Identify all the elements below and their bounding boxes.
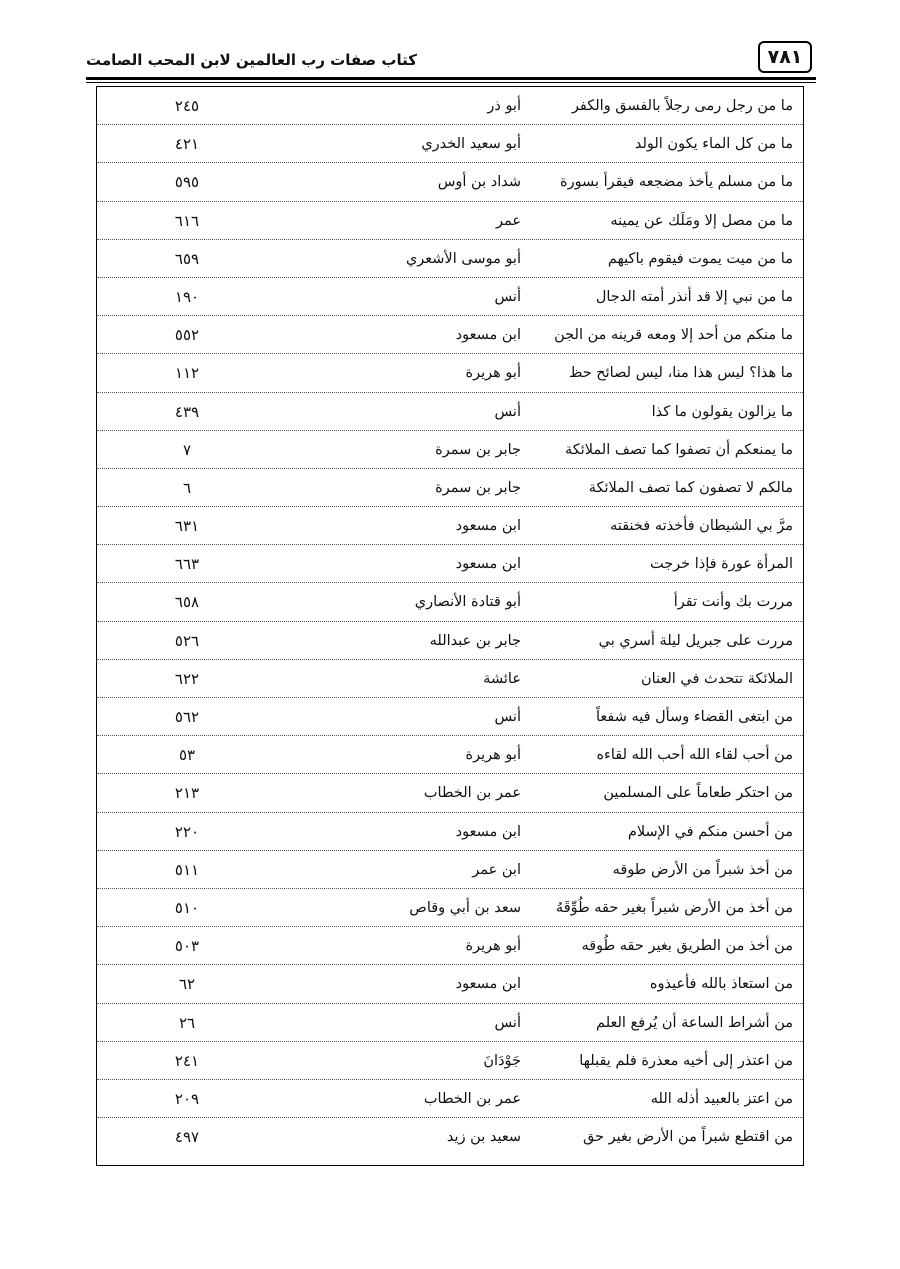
table-row xyxy=(97,354,803,392)
narrator-name: أنس xyxy=(494,1014,521,1031)
reference-number: ٢٢٠ xyxy=(174,822,200,841)
hadith-text: ما من نبي إلا قد أنذر أمته الدجال xyxy=(595,288,793,305)
narrator-name: ابن مسعود xyxy=(455,556,521,573)
hadith-index-table xyxy=(96,86,804,1166)
narrator-name: شداد بن أوس xyxy=(437,174,521,191)
reference-number: ٢٤١ xyxy=(174,1051,200,1070)
hadith-text: من استعاذ بالله فأعيذوه xyxy=(649,976,793,993)
narrator-name: جابر بن سمرة xyxy=(435,441,521,458)
narrator-name: ابن مسعود xyxy=(455,976,521,993)
page-number: ٧٨١ xyxy=(758,41,812,73)
hadith-text: ما هذا؟ ليس هذا منا، ليس لصائح حظ xyxy=(568,365,793,382)
hadith-text: ما من ميت يموت فيقوم باكيهم xyxy=(607,250,793,267)
hadith-text: ما يمنعكم أن تصفوا كما تصف الملائكة xyxy=(564,441,793,458)
hadith-text: مررت على جبريل ليلة أسري بي xyxy=(598,632,793,649)
narrator-name: ابن عمر xyxy=(472,861,521,878)
reference-number: ٤٩٧ xyxy=(174,1128,200,1147)
reference-number: ١١٢ xyxy=(174,364,200,383)
narrator-name: أبو ذر xyxy=(487,98,521,114)
narrator-name: أبو قتادة الأنصاري xyxy=(414,594,521,611)
reference-number: ٢١٣ xyxy=(174,784,200,803)
hadith-text: من اعتز بالعبيد أذله الله xyxy=(650,1090,793,1107)
table-row xyxy=(97,1080,803,1118)
table-row xyxy=(97,698,803,736)
reference-number: ٤٣٩ xyxy=(174,402,200,421)
book-title: كتاب صفات رب العالمين لابن المحب الصامت xyxy=(86,51,417,69)
reference-number: ٦٣١ xyxy=(174,517,200,536)
reference-number: ٦٥٨ xyxy=(174,593,200,612)
table-row xyxy=(97,1118,803,1156)
table-row xyxy=(97,851,803,889)
narrator-name: جَوْدَانَ xyxy=(483,1052,521,1069)
table-row xyxy=(97,1042,803,1080)
table-row xyxy=(97,927,803,965)
narrator-name: سعد بن أبي وقاص xyxy=(409,899,521,916)
hadith-text: من أخذ من الطريق بغير حقه طُوقه xyxy=(581,938,793,955)
reference-number: ٤٢١ xyxy=(174,135,200,154)
reference-number: ٥٠٣ xyxy=(174,937,200,956)
reference-number: ٥٩٥ xyxy=(174,173,200,192)
narrator-name: أنس xyxy=(494,709,521,725)
narrator-name: عائشة xyxy=(483,670,521,687)
reference-number: ٥٥٢ xyxy=(174,326,200,345)
narrator-name: جابر بن سمرة xyxy=(435,479,521,496)
narrator-name: ابن مسعود xyxy=(455,327,521,344)
table-row xyxy=(97,469,803,507)
hadith-text: الملائكة تتحدث في العنان xyxy=(640,670,793,687)
table-row xyxy=(97,393,803,431)
hadith-text: من أخذ شبراً من الأرض طوقه xyxy=(612,861,793,878)
hadith-text: مررت بك وأنت تقرأ xyxy=(673,594,793,611)
table-row xyxy=(97,889,803,927)
reference-number: ٢٦ xyxy=(178,1013,196,1032)
hadith-text: المرأة عورة فإذا خرجت xyxy=(649,556,793,573)
table-row xyxy=(97,736,803,774)
page-header xyxy=(86,37,816,81)
reference-number: ٥٦٢ xyxy=(174,708,200,726)
hadith-text: مرَّ بي الشيطان فأخذته فخنقته xyxy=(610,518,793,535)
table-row xyxy=(97,316,803,354)
narrator-name: عمر بن الخطاب xyxy=(423,785,521,802)
reference-number: ٦٦٣ xyxy=(174,555,200,574)
reference-number: ٥٣ xyxy=(178,746,196,765)
table-row xyxy=(97,813,803,851)
hadith-text: من ابتغى القضاء وسأل فيه شفعاً xyxy=(595,709,793,725)
reference-number: ٥٢٦ xyxy=(174,631,200,650)
table-row xyxy=(97,1004,803,1042)
hadith-text: ما من مسلم يأخذ مضجعه فيقرأ بسورة xyxy=(559,174,793,191)
table-row xyxy=(97,278,803,316)
narrator-name: عمر بن الخطاب xyxy=(423,1090,521,1107)
narrator-name: جابر بن عبدالله xyxy=(429,632,521,649)
reference-number: ١٩٠ xyxy=(174,287,200,306)
reference-number: ٢٠٩ xyxy=(174,1089,200,1108)
header-rule-thick xyxy=(86,77,816,80)
table-row xyxy=(97,202,803,240)
narrator-name: أبو سعيد الخدري xyxy=(421,136,521,153)
narrator-name: عمر xyxy=(495,212,521,229)
reference-number: ٦ xyxy=(182,478,192,497)
table-row xyxy=(97,507,803,545)
narrator-name: أبو هريرة xyxy=(465,747,521,764)
table-row xyxy=(97,965,803,1003)
narrator-name: ابن مسعود xyxy=(455,823,521,840)
reference-number: ٧ xyxy=(182,440,192,459)
narrator-name: أبو موسى الأشعري xyxy=(405,250,521,267)
reference-number: ٦٥٩ xyxy=(174,249,200,268)
hadith-text: من أشراط الساعة أن يُرفع العلم xyxy=(596,1014,793,1031)
narrator-name: أنس xyxy=(494,288,521,305)
table-row xyxy=(97,545,803,583)
narrator-name: أبو هريرة xyxy=(465,365,521,382)
reference-number: ٥١٠ xyxy=(174,898,200,917)
reference-number: ٥١١ xyxy=(174,860,200,879)
hadith-text: من أحب لقاء الله أحب الله لقاءه xyxy=(596,747,793,764)
hadith-text: ما منكم من أحد إلا ومعه قرينه من الجن xyxy=(554,327,793,344)
table-row xyxy=(97,125,803,163)
hadith-text: مالكم لا تصفون كما تصف الملائكة xyxy=(588,479,793,496)
hadith-text: من احتكر طعاماً على المسلمين xyxy=(603,785,793,802)
hadith-text: ما من رجل رمى رجلاً بالفسق والكفر xyxy=(571,98,793,114)
reference-number: ٢٤٥ xyxy=(174,97,200,115)
table-row xyxy=(97,431,803,469)
table-row xyxy=(97,622,803,660)
table-row xyxy=(97,240,803,278)
table-row xyxy=(97,87,803,125)
hadith-text: من أخذ من الأرض شبراً بغير حقه طُوِّقَهُ xyxy=(555,899,793,916)
narrator-name: أبو هريرة xyxy=(465,938,521,955)
reference-number: ٦٢٢ xyxy=(174,669,200,688)
table-row xyxy=(97,660,803,698)
header-rule-thin xyxy=(86,82,816,83)
hadith-text: ما من كل الماء يكون الولد xyxy=(634,136,793,153)
hadith-text: من اقتطع شبراً من الأرض بغير حق xyxy=(582,1129,793,1146)
reference-number: ٦١٦ xyxy=(174,211,200,230)
hadith-text: ما يزالون يقولون ما كذا xyxy=(651,403,793,420)
hadith-text: من أحسن منكم في الإسلام xyxy=(627,823,793,840)
table-row xyxy=(97,163,803,201)
narrator-name: سعيد بن زيد xyxy=(446,1129,521,1146)
hadith-text: ما من مصل إلا ومَلَك عن يمينه xyxy=(610,212,793,229)
hadith-text: من اعتذر إلى أخيه معذرة فلم يقبلها xyxy=(579,1052,793,1069)
table-row xyxy=(97,774,803,812)
narrator-name: أنس xyxy=(494,403,521,420)
table-row xyxy=(97,583,803,621)
narrator-name: ابن مسعود xyxy=(455,518,521,535)
reference-number: ٦٢ xyxy=(178,975,196,994)
